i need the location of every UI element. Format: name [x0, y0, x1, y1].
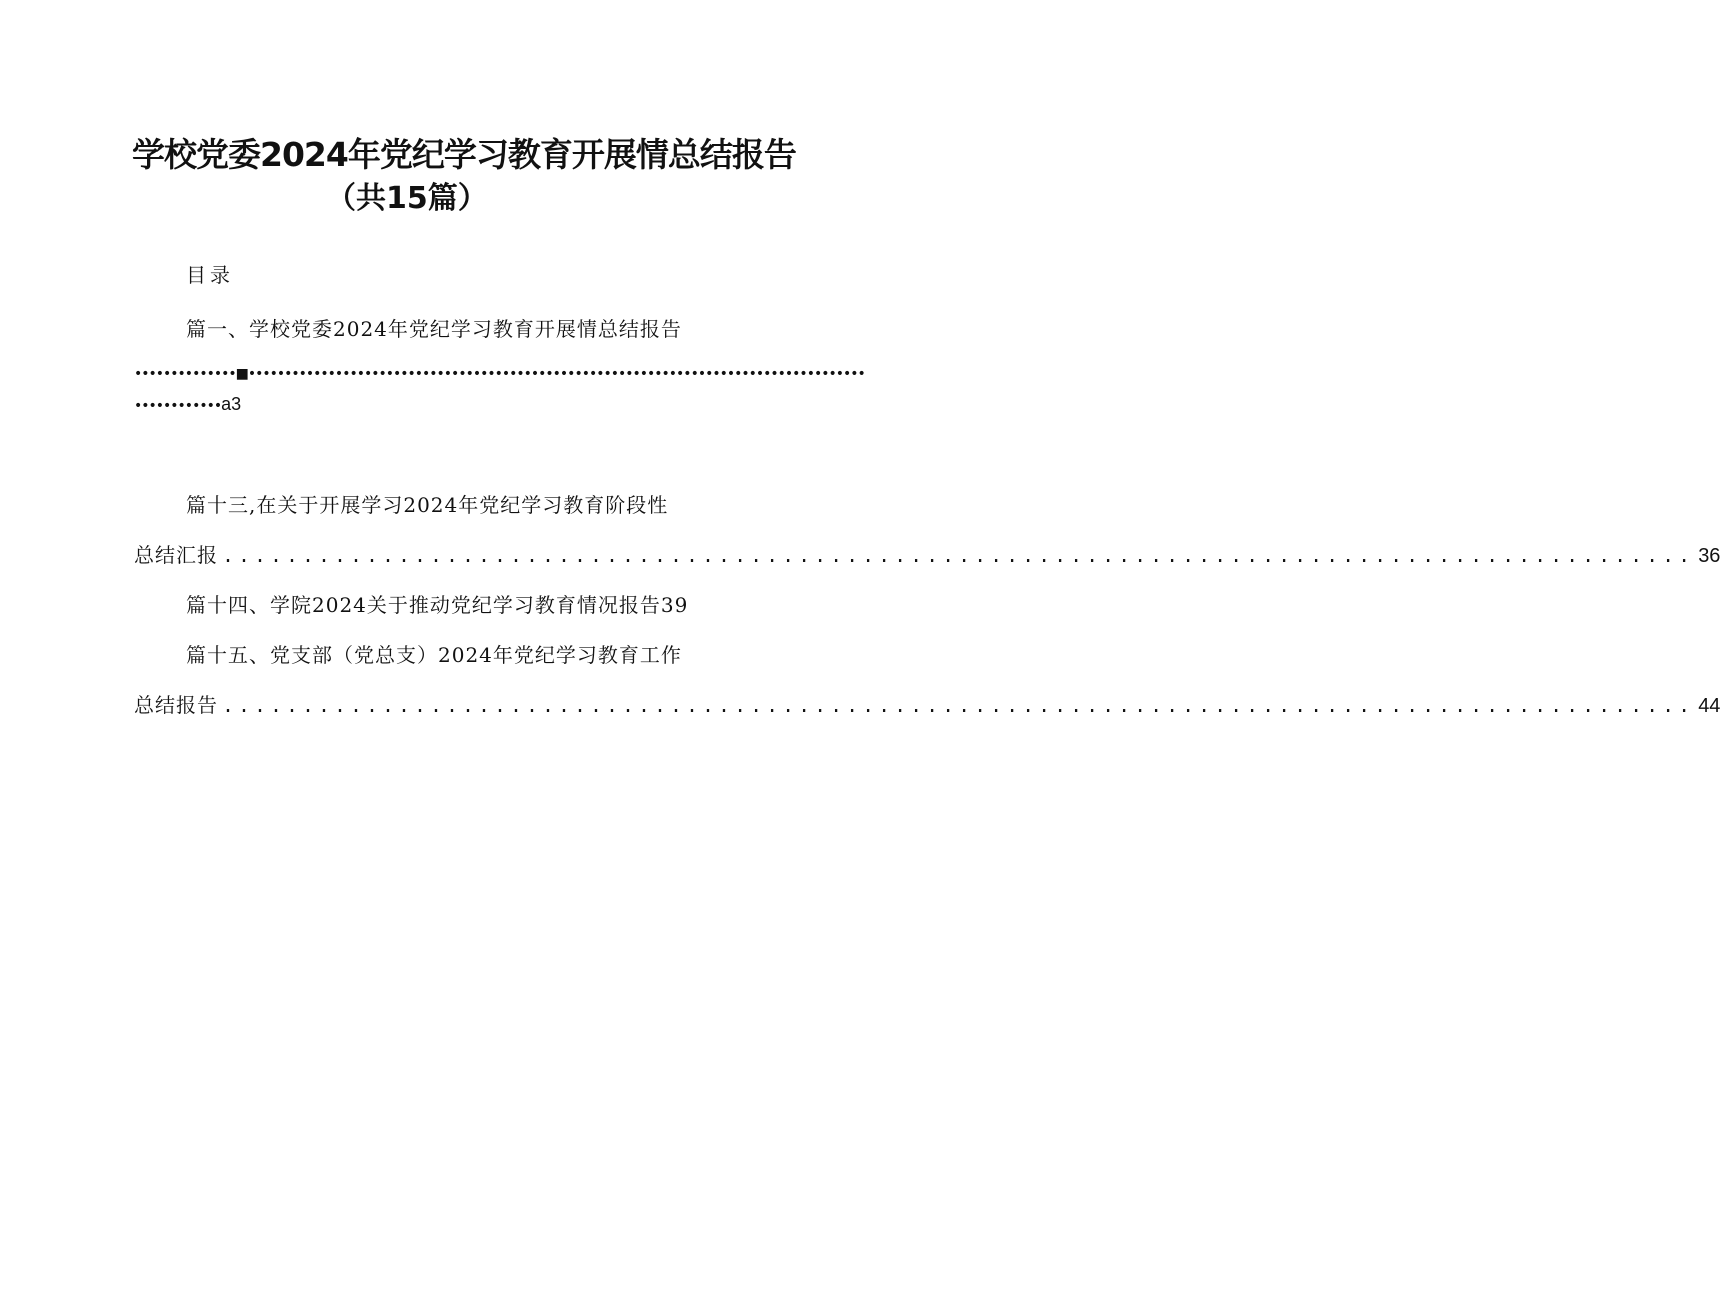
toc-entry-1-page: a3: [221, 394, 242, 414]
toc-entry-1-label: 篇一、学校党委2024年党纪学习教育开展情总结报告: [186, 317, 682, 341]
toc-entry-15-label-continued: 总结报告: [134, 693, 218, 717]
toc-entry-13-label: 篇十三,在关于开展学习2024年党纪学习教育阶段性: [186, 493, 669, 517]
toc-entry-1-leader: ••••••••••••••■•••••••••••••••••••••••••••••••••••••••••••••••••••••••••••••••••••••••••••••••••••••: [134, 366, 865, 382]
toc-entry-13-label-continued: 总结汇报: [134, 543, 218, 567]
toc-entry-1-leader-continued: [134, 394, 241, 416]
toc-entry-1-leader-dots: ••••••••••••: [134, 398, 222, 414]
document-subtitle: （共15篇）: [326, 181, 488, 216]
toc-entry-13-page: 36: [1698, 545, 1720, 567]
toc-entry-13-row: [134, 542, 1720, 571]
toc-entry-14-label: 篇十四、学院2024关于推动党纪学习教育情况报告39: [186, 593, 689, 617]
toc-entry-15-page: 44: [1698, 695, 1720, 717]
toc-entry-15-leader: ............................................................................................: [222, 696, 1695, 719]
toc-entry-15-row: [134, 692, 1720, 721]
toc-entry-13-leader: ............................................................................................: [222, 546, 1695, 569]
toc-entry-15-label: 篇十五、党支部（党总支）2024年党纪学习教育工作: [186, 643, 682, 667]
document-title: 学校党委2024年党纪学习教育开展情总结报告: [132, 135, 796, 174]
toc-heading: 目录: [186, 263, 234, 287]
